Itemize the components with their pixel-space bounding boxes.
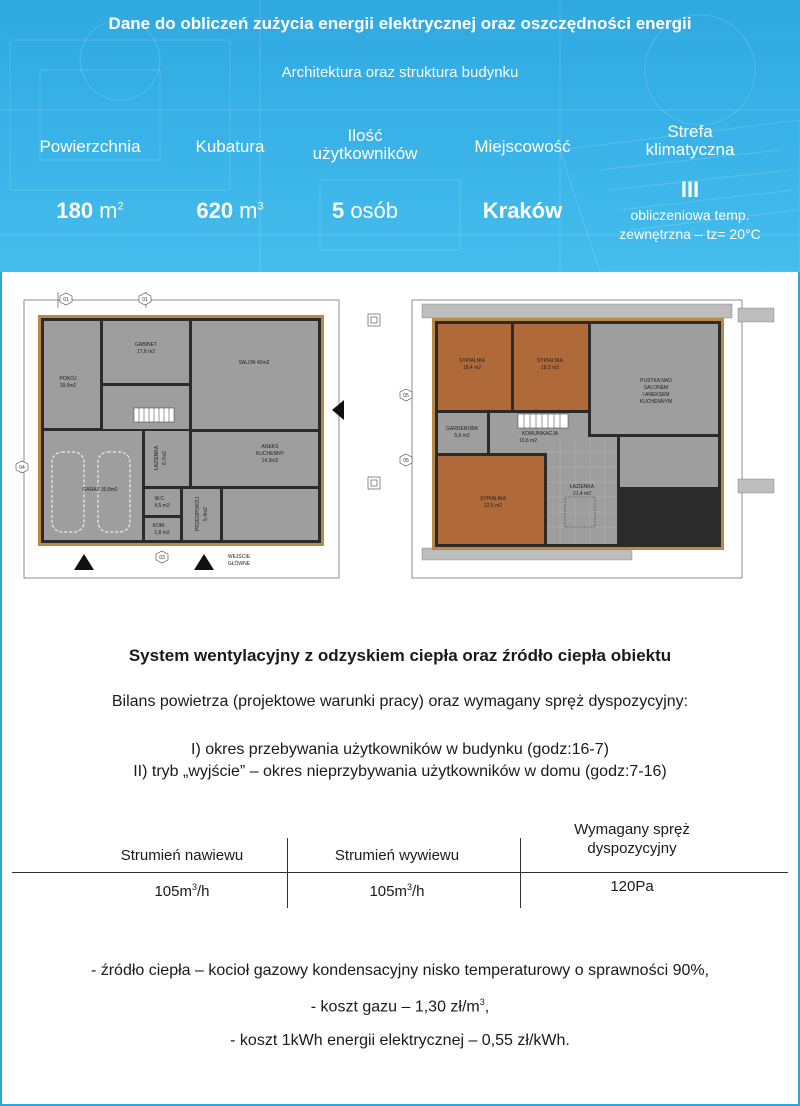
header-pressure-1: Wymagany spręż [574,821,690,838]
stat-climate-label-1: Strefa [667,122,713,141]
header-banner [0,0,800,272]
axis-label: 01 [63,297,69,303]
room-label: PUSTKA NAD [640,378,672,384]
room-label: I ANEKSEM [642,392,670,398]
room-area: 18,0m2 [59,383,77,389]
table-divider [12,872,788,873]
page-subtitle: Architektura oraz struktura budynku [281,64,519,81]
stat-users-label-1: Ilość [347,126,383,145]
stat-location-value: Kraków [482,198,563,223]
room-label: SYPIALNIA [537,358,563,364]
room-area: 18,4 m2 [462,365,482,371]
value-pressure: 120Pa [610,878,654,895]
note-electricity-cost: - koszt 1kWh energii elektrycznej – 0,55 zł/kWh. [230,1032,570,1049]
room-label: KUCHENNYM [639,399,673,405]
room-area: 14,3m2 [261,458,279,464]
room-label: KOM. [152,523,166,529]
main-entrance-arrow [194,554,214,570]
stat-users-label-2: użytkowników [312,144,418,163]
room-area: 5,6 m2 [454,433,470,439]
note-heat-source: - źródło ciepła – kocioł gazowy kondensacyjny nisko temperaturowy o sprawności 90%, [90,962,710,979]
room-label: ŁAZIENKA [154,445,160,471]
axis-label: 05 [403,458,409,464]
stat-area-label: Powierzchnia [39,137,141,156]
entrance-label: WEJŚCIE [227,554,251,560]
ventilation-mode-1: I) okres przebywania użytkowników w budynku (godz:16-7) [191,741,609,758]
value-exhaust: $105m^3/h$ [369,882,425,900]
ground-floor-plan [14,292,384,587]
garage-entrance-arrow [74,554,94,570]
room-area: 18,5 m2 [540,365,560,371]
room-label: ANEKS [261,444,279,450]
room-area: 21,4 m2 [572,491,592,497]
stat-climate-note-2: zewnętrzna – tz= 20°C [619,226,761,242]
room-label: GARDEROBA [446,426,478,432]
room-aneks-floor [223,489,318,540]
room-label: POKÓJ [59,376,77,382]
room-label: SYPIALNIA [480,496,506,502]
roof-void [620,437,718,487]
axis-label: 03 [159,555,165,561]
axis-label: 05 [403,393,409,399]
room-area: 22,5 m2 [483,503,503,509]
note-gas-cost: - koszt gazu – 1,30 $zł/m^3$, [310,997,490,1016]
room-label: SALON 40m2 [238,360,270,366]
room-label: W.C. [154,496,166,502]
value-supply: $105m^3/h$ [154,882,210,900]
room-przedpokoj [183,489,220,540]
room-label: SALONEM [643,385,669,391]
stat-climate-note-1: obliczeniowa temp. [630,207,750,223]
room-area: 1,8 m2 [154,530,170,536]
header-exhaust: Strumień wywiewu [334,847,460,864]
first-floor-plan [360,292,790,587]
page-title: Dane do obliczeń zużycia energii elektrycznej oraz oszczędności energii [108,14,692,33]
room-kom [145,518,180,540]
room-wc [145,489,180,515]
structural-columns [368,314,380,489]
room-pokoj [44,321,100,428]
stairs [134,408,174,422]
room-garaz [44,431,142,540]
stat-location [445,137,600,223]
stat-climate-zone [595,122,785,242]
room-label: PRZEDPOKÓJ [195,497,201,531]
stairs [518,414,568,428]
column-divider [287,838,288,908]
stat-volume-label: Kubatura [195,137,265,156]
axis-label: 01 [142,297,148,303]
stat-climate-label-2: klimatyczna [645,140,735,159]
room-area: 10,6 m2 [518,438,538,444]
stat-area-value: 180 $m^2$ [56,198,124,223]
axis-markers [400,389,412,466]
air-balance-table [12,818,788,908]
stat-users-value: 5 osób [331,198,399,223]
room-area: 6,7m2 [162,451,168,465]
stat-location-label: Miejscowość [474,137,571,156]
room-label: KOMUNIKACJA [521,431,559,437]
room-label: GABINET [135,342,157,348]
ventilation-title: System wentylacyjny z odzyskiem ciepła oraz źródło ciepła obiektu [128,646,672,665]
stat-area [20,137,160,223]
ventilation-intro: Bilans powietrza (projektowe warunki pracy) oraz wymagany spręż dyspozycyjny: [111,693,689,710]
axis-label: 04 [19,465,25,471]
terrace-arrow [332,400,344,420]
entrance-label: GŁÓWNE [227,561,251,567]
stat-volume [170,137,290,223]
room-label: ŁAZIENKA [569,484,595,490]
ventilation-mode-2: II) tryb „wyjście” – okres nieprzybywania użytkowników w domu (godz:7-16) [133,763,667,780]
room-salon [192,321,318,429]
hallway [103,386,189,429]
stat-users [295,126,435,223]
stat-climate-value: III [680,177,700,202]
room-area: 5,4m2 [203,507,209,521]
room-area: 4,5 m2 [154,503,170,509]
header-pressure-2: dyspozycyjny [587,840,677,857]
column-divider [520,838,521,908]
room-label: SYPIALNIA [459,358,485,364]
room-label: GARAŻ 30,8m2 [82,487,118,493]
room-area: 17,6 m2 [136,349,156,355]
header-supply: Strumień nawiewu [120,847,244,864]
kitchen-passage [192,432,227,486]
room-label: KUCHENNY [255,451,285,457]
stat-volume-value: 620 $m^3$ [196,198,264,223]
